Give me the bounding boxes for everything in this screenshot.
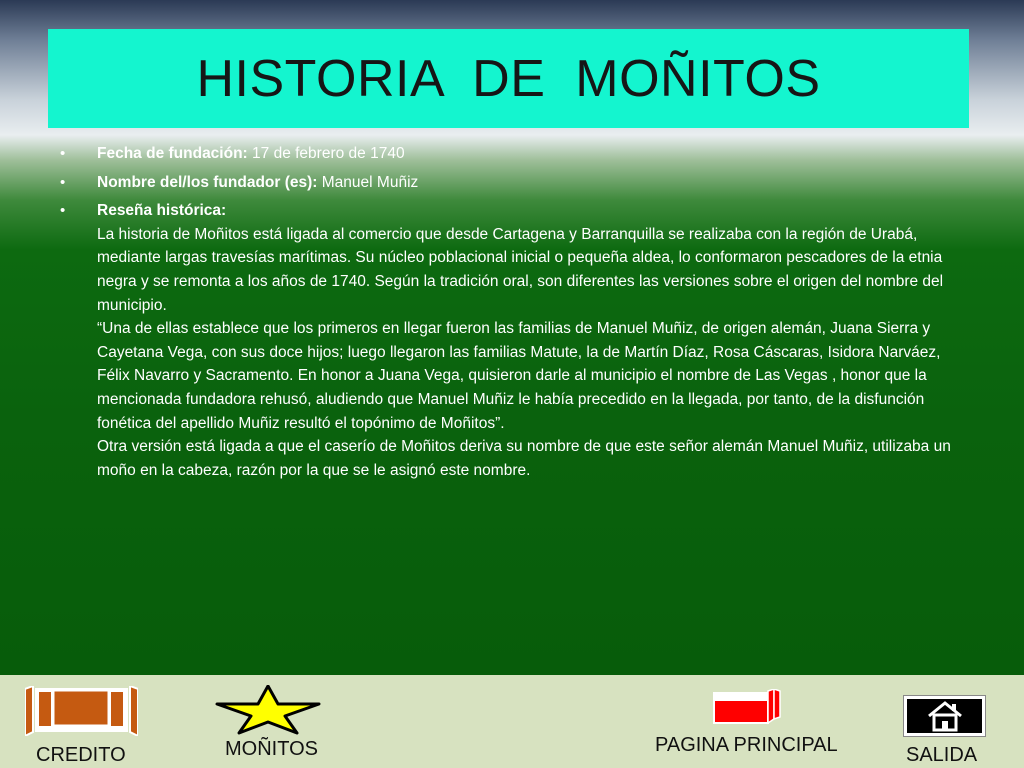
salida-button[interactable]	[903, 695, 986, 737]
resena-paragraph: Otra versión está ligada a que el caserío de Moñitos deriva su nombre de que este señor alemán Manuel Muñiz, utilizaba un moño en la cabeza, razón por la que se le asignó este nombre.	[97, 438, 951, 479]
footer-bar	[0, 675, 1024, 768]
computer-monitor-icon	[25, 686, 138, 736]
resena-label: • Reseña histórica:	[97, 202, 227, 220]
credito-label[interactable]: CREDITO	[36, 744, 126, 766]
home-icon	[926, 700, 964, 732]
resena-paragraph: “Una de ellas establece que los primeros en llegar fueron las familias de Manuel Muñiz, de origen alemán, Juana Sierra y Cayetana Vega, con sus doce hijos; luego llegaron las familias Matute, la de Martín Díaz, Rosa Cáscaras, Isidora Narváez, Félix Navarro y Sacramento. En honor a Juana Vega, quisieron darle al municipio el nombre de Las Vegas , honor que la mencionada fundadora rehusó, aludiendo que Manuel Muñiz le había precedido en la llegada, por tanto, de la disfunción fonética del apellido Muñiz resultó el topónimo de Moñitos”.	[97, 320, 941, 432]
resena-paragraph: La historia de Moñitos está ligada al comercio que desde Cartagena y Barranquilla se realizaba con la región de Urabá, mediante largas travesías marítimas. Su núcleo poblacional inicial o pequeña aldea, lo conformaron pescadores de la etnia negra y se remonta a los años de 1740. Según la tradición oral, son diferentes las versiones sobre el origen del nombre del municipio.	[97, 225, 944, 314]
pagina-principal-button[interactable]	[712, 689, 782, 725]
fecha-value: 17 de febrero de 1740	[247, 145, 405, 162]
fundador-value: Manuel Muñiz	[317, 173, 419, 191]
content-area	[60, 142, 965, 487]
info-list	[60, 142, 965, 482]
list-item-resena	[60, 199, 965, 482]
monitos-button[interactable]	[215, 685, 321, 735]
fecha-label: Fecha de fundación:	[97, 145, 248, 162]
salida-icon-frame	[907, 699, 982, 733]
star-icon	[215, 685, 321, 735]
page-title: HISTORIA DE MOÑITOS	[196, 49, 821, 108]
fundador-label: Nombre del/los fundador (es):	[97, 173, 318, 191]
credito-button[interactable]	[25, 686, 138, 736]
red-pages-icon	[712, 689, 782, 725]
title-banner	[48, 29, 969, 128]
monitos-label[interactable]: MOÑITOS	[225, 738, 318, 760]
salida-label[interactable]: SALIDA	[906, 744, 978, 766]
list-item-fecha	[60, 142, 965, 166]
pagina-principal-label[interactable]: PAGINA PRINCIPAL	[655, 734, 838, 756]
list-item-fundador	[60, 171, 965, 195]
